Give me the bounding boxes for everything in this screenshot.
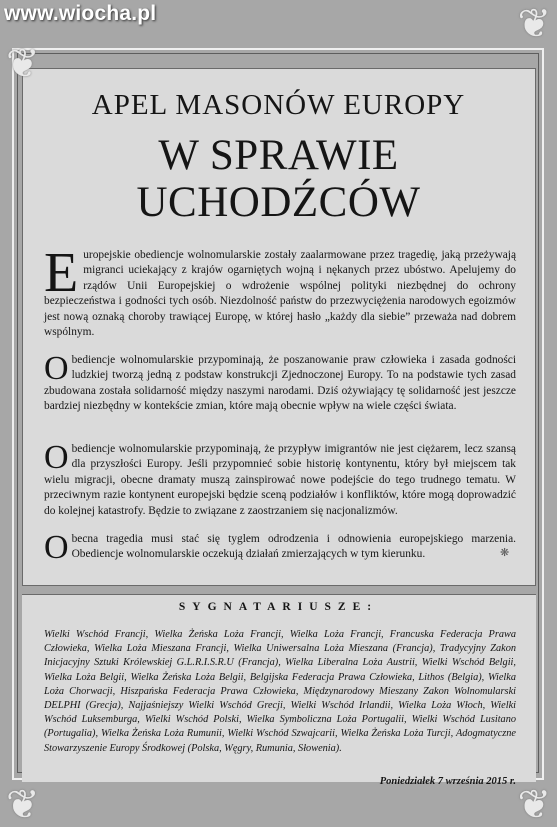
signatories-list: Wielki Wschód Francji, Wielka Żeńska Loża Francji, Wielka Loża Francji, Francuska Federacja Prawa Człowieka, Wielka Loża Mieszana Francji, Wielka Uniwersalna Loża Mieszana (Francja), Tradycyjny Zakon Inicjacyjny Sztuki Królewskiej G.L.R.I.S.R.U (Francja), Wielka Liberalna Loża Austrii, Wielki Wschód Belgii, Wielka Loża Belgii, Wielka Żeńska Loża Belgii, Belgijska Federacja Prawa Człowieka, Lithos (Belgia), Wielka Loża Chorwacji, Hiszpańska Federacja Prawa Człowieka, Międzynarodowy Mieszany Zakon Wolnomularski DELPHI (Grecja), Najjaśniejszy Wielki Wschód Grecji, Wielki Wschód Irlandii, Wielka Loża Włoch, Wielki Wschód Luksemburga, Wielki Wschód Polski, Wielka Symboliczna Loża Portugalii, Wielki Wschód Lusitano (Portugalia), Wielka Żeńska Loża Rumunii, Wielki Wschód Szwajcarii, Wielka Żeńska Loża Turcji, Adogmatyczne Stowarzyszenie Europy Środkowej (Polska, Węgry, Rumunia, Słowenia).	[44, 629, 516, 754]
site-watermark: www.wiocha.pl	[4, 2, 157, 25]
corner-ornament-bottom-right: ❦	[517, 782, 551, 827]
paragraph-text: bediencje wolnomularskie przypominają, że poszanowanie praw człowieka i zasada godności ludzkiej tworzą jedną z podstaw konstrukcji Zjednoczonej Europy. To na podstawie tych zasad zbudowana została solidarność między naszymi narodami. Dziś ożywiający tę solidarność jest jeszcze bardziej niezbędny w kontekście zmian, które mają obecnie wpływ na wiele części świata.	[44, 354, 516, 413]
corner-ornament-bottom-left: ❦	[6, 782, 40, 827]
paragraph-text: bediencje wolnomularskie przypominają, że przypływ imigrantów nie jest ciężarem, lecz szansą dla przyszłości Europy. Jeśli przypomnieć sobie historię kontynentu, który był miejscem tak wielu migracji, obecne dramaty muszą zainspirować nowe podejście do tego trudnego tematu. W przeciwnym razie kontynent europejski będzie sceną podziałów i konfliktów, które mogą doprowadzić do kolejnej katastrofy. Będzie to związane z zaostrzaniem się nacjonalizmów.	[44, 443, 516, 517]
corner-ornament-top-right: ❦	[517, 1, 551, 46]
signature-date: Poniedziałek 7 września 2015 r.	[379, 776, 516, 787]
paragraph-3	[44, 439, 516, 519]
title-line-3: UCHODŹCÓW	[136, 179, 421, 226]
title-line-1: APEL MASONÓW EUROPY	[91, 89, 466, 121]
drop-cap: O	[44, 529, 69, 566]
drop-cap: O	[44, 350, 69, 387]
drop-cap: O	[44, 439, 69, 476]
end-mark-icon: ❋	[500, 547, 510, 559]
paragraph-text: becna tragedia musi stać się tyglem odrodzenia i odnowienia europejskiego marzenia. Obediencje wolnomularskie oczekują działań zmierzających w tym kierunku.	[71, 533, 516, 561]
drop-cap: E	[44, 242, 79, 304]
paragraph-4	[44, 529, 516, 566]
signatories-heading: SYGNATARIUSZE:	[178, 601, 379, 613]
paragraph-1	[44, 242, 516, 340]
paragraph-text: uropejskie obediencje wolnomularskie zostały zaalarmowane przez tragedię, jaką przeżywają migranci uciekający z krajów ogarniętych wojną i nękanych przez ubóstwo. Apelujemy do rządów Unii Europejskiej o wdrożenie wspólnej polityki niezbędnej do ochrony bezpieczeństwa i godności tych osób. Niezdolność państw do przezwyciężenia narodowych egoizmów jest nową oznaką choroby trawiącej Europę, w której hasło „każdy dla siebie” przeważa nad dobrem wspólnym.	[44, 249, 516, 339]
title-line-2: W SPRAWIE	[158, 132, 399, 179]
paragraph-2	[44, 350, 516, 415]
corner-ornament-top-left: ❦	[6, 41, 40, 86]
